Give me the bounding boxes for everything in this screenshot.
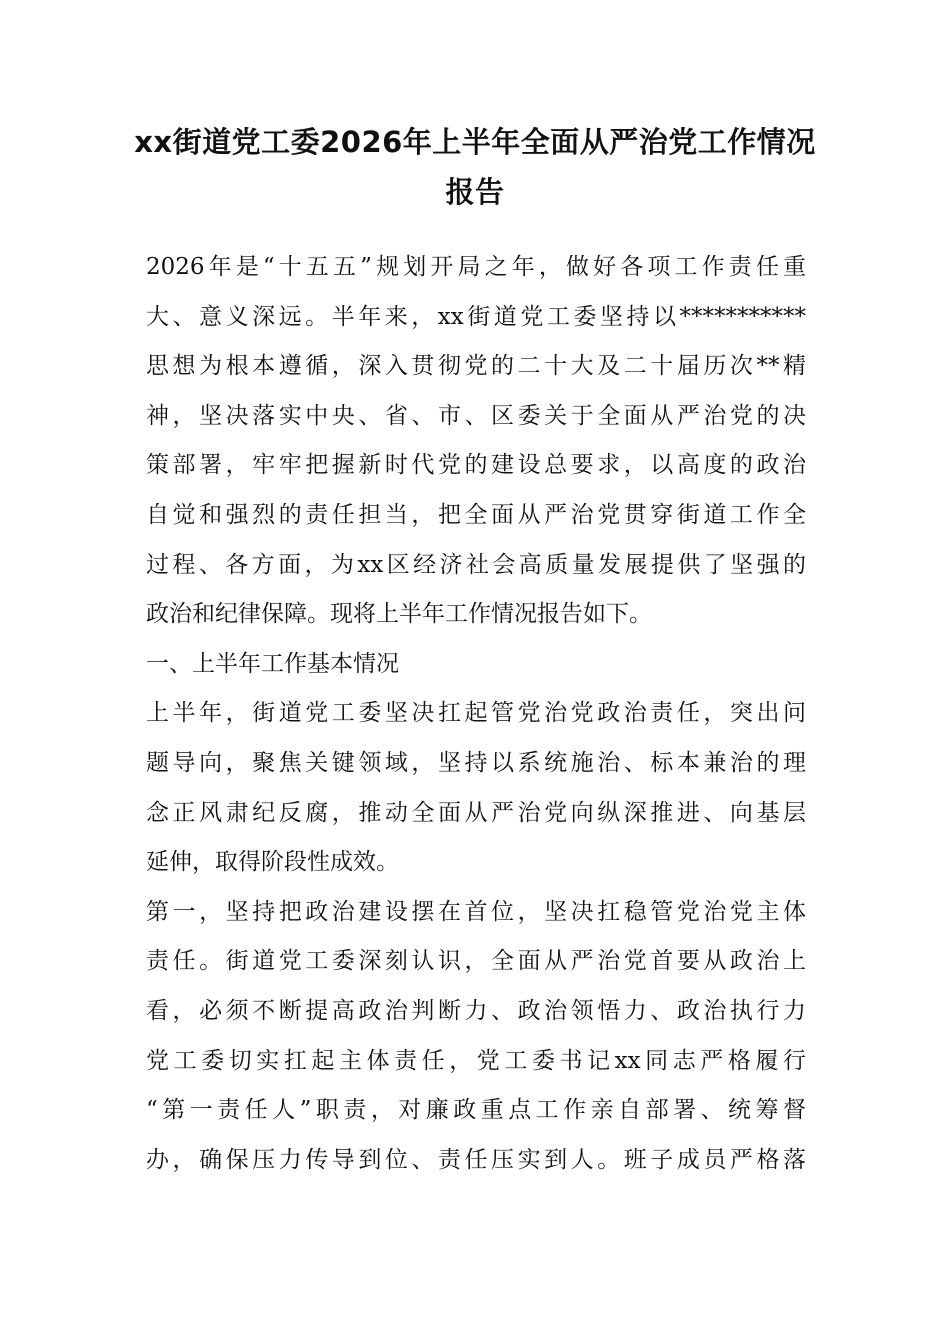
body-line: 党工委切实扛起主体责任，党工委书记xx同志严格履行: [146, 1047, 806, 1074]
body-line: 念正风肃纪反腐，推动全面从严治党向纵深推进、向基层: [146, 799, 806, 826]
body-line: 2026年是“十五五”规划开局之年，做好各项工作责任重: [146, 254, 806, 280]
body-line: 过程、各方面，为xx区经济社会高质量发展提供了坚强的: [146, 551, 806, 578]
body-line: 责任。街道党工委深刻认识，全面从严治党首要从政治上: [146, 948, 806, 975]
body-line: 办，确保压力传导到位、责任压实到人。班子成员严格落: [146, 1146, 806, 1173]
body-line: 神，坚决落实中央、省、市、区委关于全面从严治党的决: [146, 402, 806, 429]
body-line: 策部署，牢牢把握新时代党的建设总要求，以高度的政治: [146, 452, 806, 479]
body-line: 第一，坚持把政治建设摆在首位，坚决扛稳管党治党主体: [146, 898, 806, 925]
document-title-line-2: 报告: [445, 175, 505, 209]
body-line: 自觉和强烈的责任担当，把全面从严治党贯穿街道工作全: [146, 501, 806, 528]
document-body: [146, 243, 806, 1185]
document-title-line-1: xx街道党工委2026年上半年全面从严治党工作情况: [134, 125, 816, 159]
body-line: 思想为根本遵循，深入贯彻党的二十大及二十届历次**精: [146, 353, 806, 380]
body-line: 大、意义深远。半年来，xx街道党工委坚持以***********: [146, 303, 806, 330]
body-line: 延伸，取得阶段性成效。: [146, 849, 399, 876]
body-line: 上半年，街道党工委坚决扛起管党治党政治责任，突出问: [146, 700, 806, 727]
body-line: 题导向，聚焦关键领域，坚持以系统施治、标本兼治的理: [146, 749, 806, 776]
section-heading: 一、上半年工作基本情况: [146, 650, 399, 677]
body-line: 看，必须不断提高政治判断力、政治领悟力、政治执行力: [146, 997, 806, 1024]
body-line: 政治和纪律保障。现将上半年工作情况报告如下。: [146, 601, 652, 628]
body-line: “第一责任人”职责，对廉政重点工作亲自部署、统筹督: [146, 1097, 806, 1124]
